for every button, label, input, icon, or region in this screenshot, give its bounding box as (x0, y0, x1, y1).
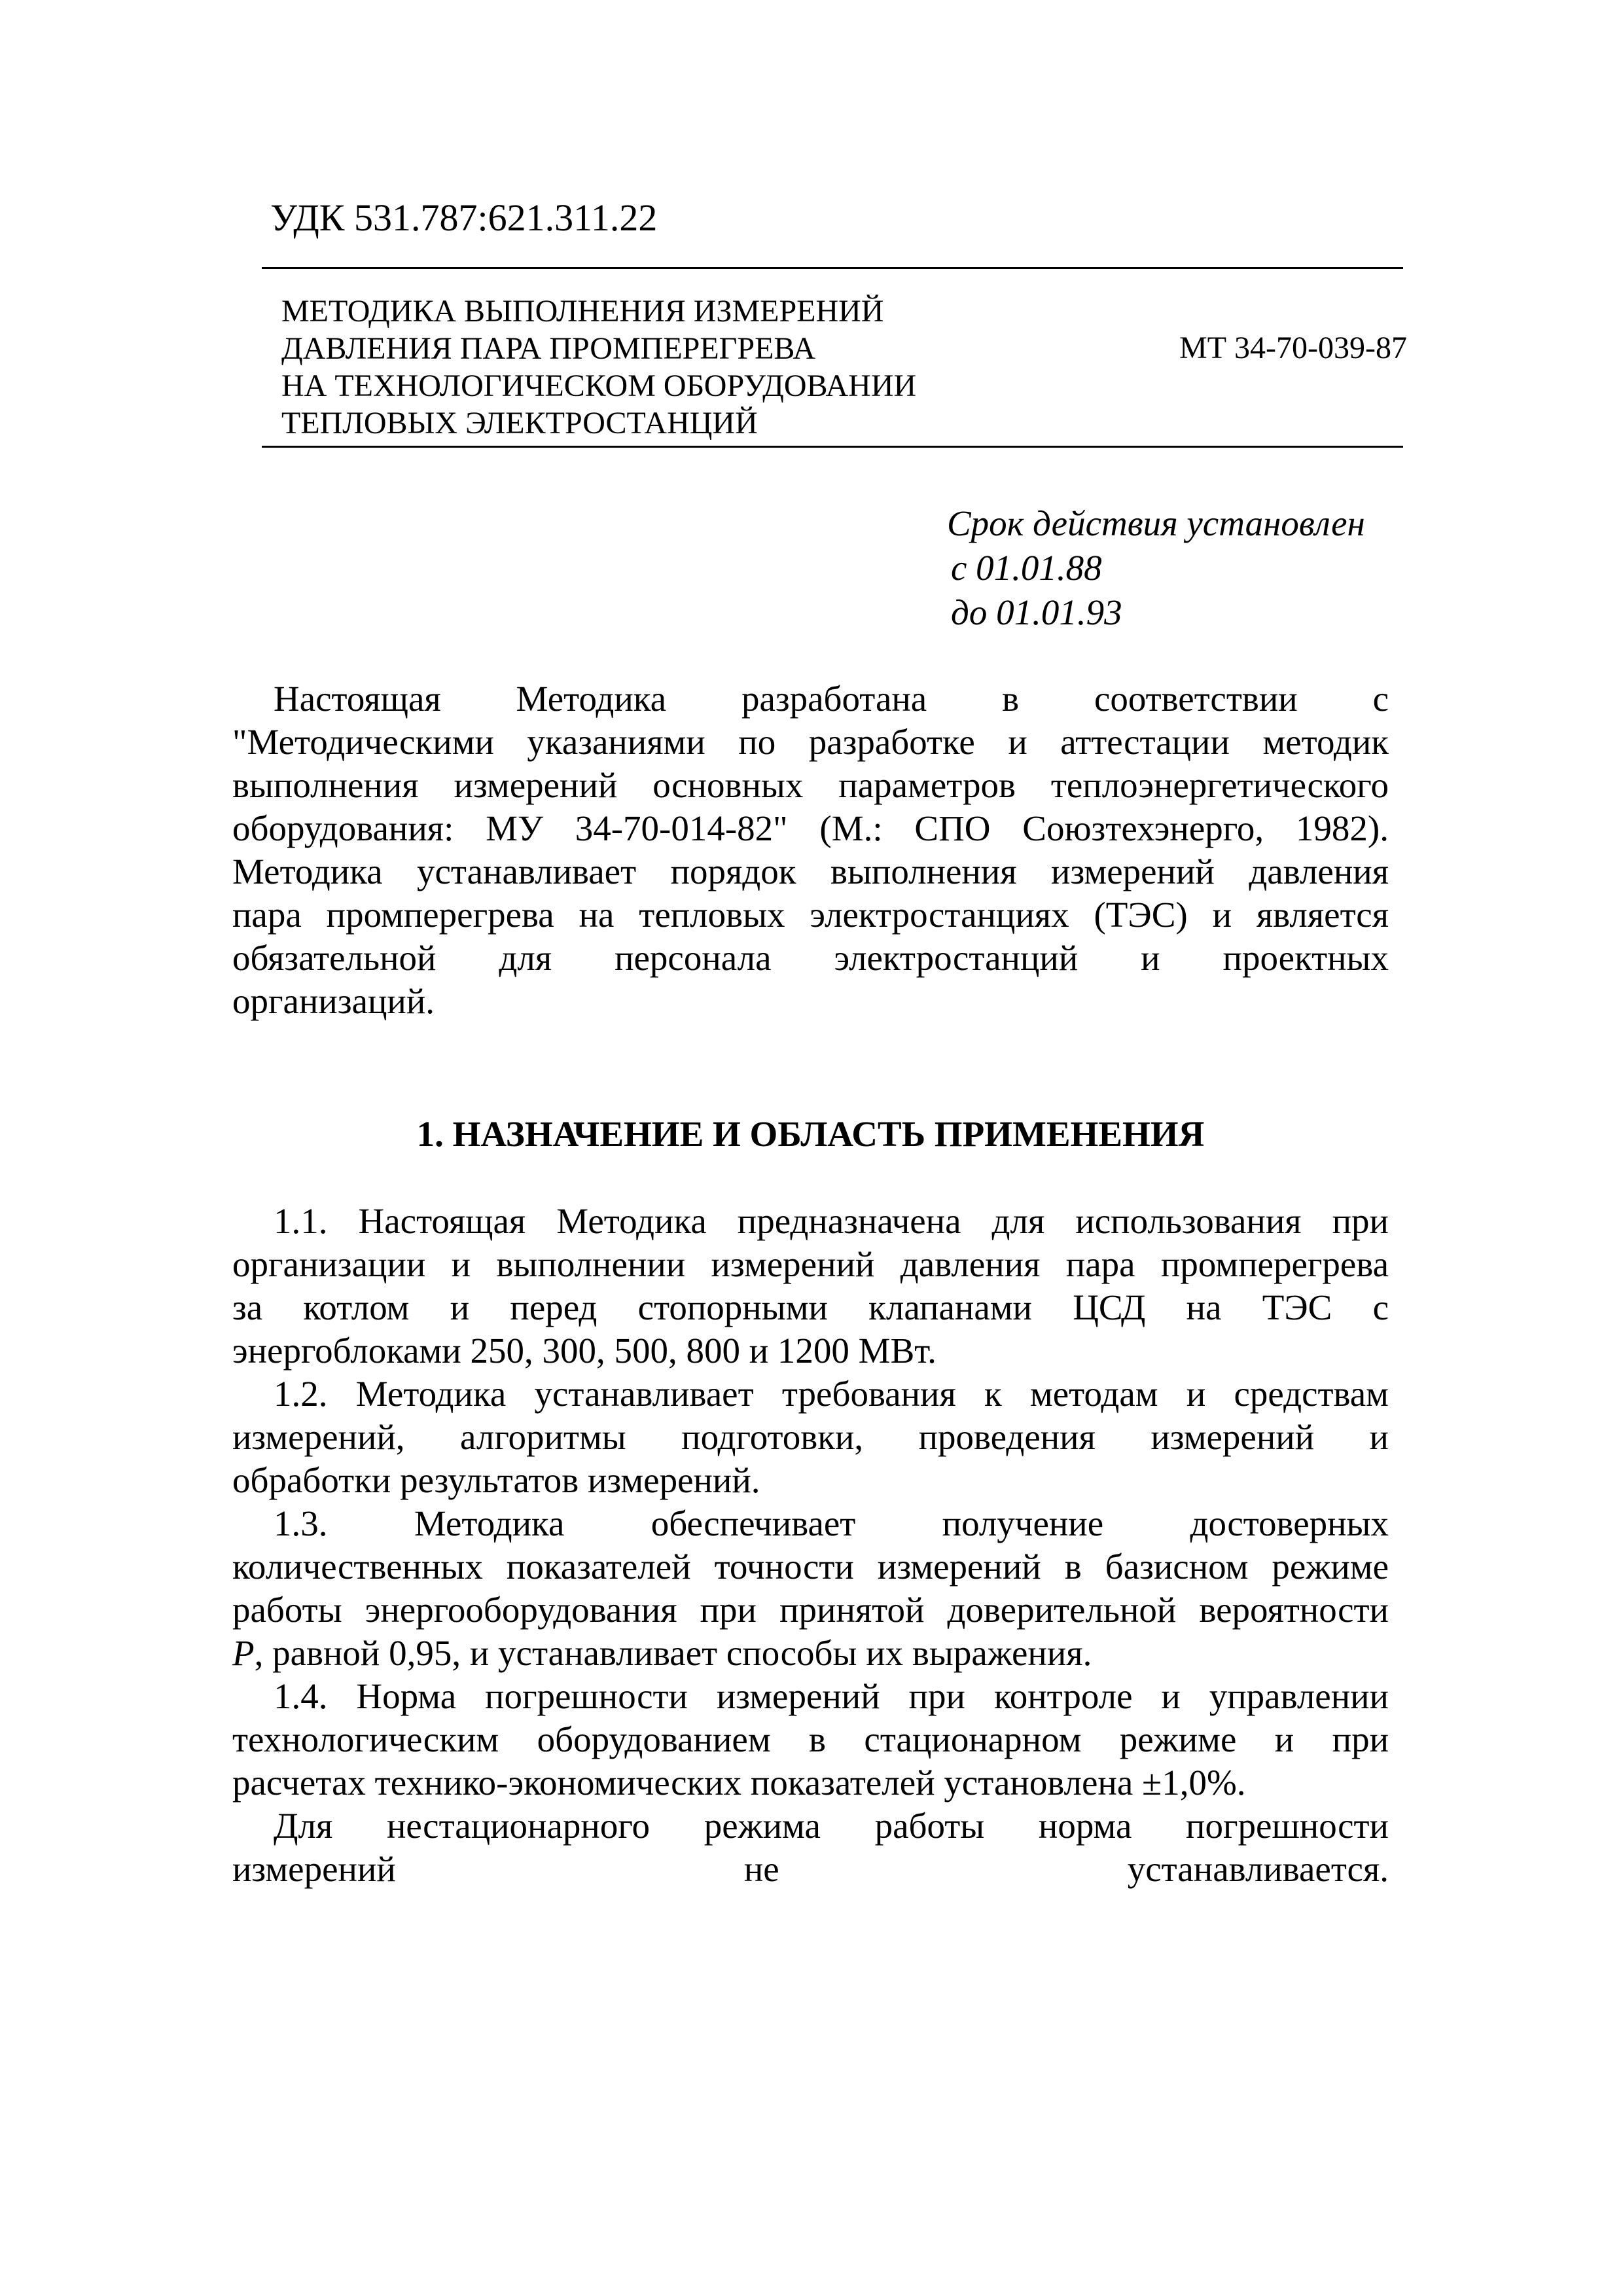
paragraph-line: измерений не устанавливается. (232, 1849, 1389, 1889)
paragraph-line: энергоблоками 250, 300, 500, 800 и 1200 МВт. (232, 1331, 936, 1371)
paragraph-line: 1.4. Норма погрешности измерений при контроле и управлении (274, 1676, 1389, 1716)
document-title-line: ДАВЛЕНИЯ ПАРА ПРОМПЕРЕГРЕВА (281, 331, 816, 366)
paragraph-line: обработки результатов измерений. (232, 1460, 760, 1500)
paragraph-nonstationary (232, 1804, 1389, 1891)
paragraph-1-2 (232, 1372, 1389, 1502)
paragraph-line: расчетах технико-экономических показателей установлена ±1,0%. (232, 1763, 1246, 1803)
paragraph-line: организаций. (232, 981, 435, 1021)
intro-paragraph (232, 677, 1389, 1023)
paragraph-line: организации и выполнении измерений давления пара промперегрева (232, 1244, 1389, 1284)
validity-label: Срок действия установлен (947, 503, 1365, 543)
header-rule-bottom (262, 446, 1403, 448)
paragraph-line: обязательной для персонала электростанций и проектных (232, 938, 1389, 978)
paragraph-line: 1.3. Методика обеспечивает получение достоверных (274, 1503, 1389, 1543)
paragraph-line: 1.1. Настоящая Методика предназначена для использования при (274, 1201, 1389, 1241)
paragraph-line (232, 1632, 1389, 1675)
paragraph-line: 1.2. Методика устанавливает требования к методам и средствам (274, 1374, 1389, 1414)
paragraph-1-3 (232, 1502, 1389, 1675)
paragraph-line: пара промперегрева на тепловых электростанциях (ТЭС) и является (232, 895, 1389, 935)
paragraph-line: "Методическими указаниями по разработке и аттестации методик (232, 722, 1389, 762)
paragraph-line: Для нестационарного режима работы норма погрешности (274, 1806, 1389, 1846)
document-title-line: ТЕПЛОВЫХ ЭЛЕКТРОСТАНЦИЙ (281, 406, 758, 440)
paragraph-line: Настоящая Методика разработана в соответствии с (274, 679, 1389, 719)
paragraph-1-4 (232, 1675, 1389, 1804)
udk-code: УДК 531.787:621.311.22 (270, 196, 658, 239)
paragraph-line: количественных показателей точности измерений в базисном режиме (232, 1547, 1389, 1587)
paragraph-line: работы энергооборудования при принятой доверительной вероятности (232, 1590, 1389, 1630)
variable-p: P (232, 1633, 255, 1673)
document-title (281, 293, 1067, 442)
validity-to: до 01.01.93 (951, 592, 1122, 632)
header-rule-top (262, 267, 1403, 269)
paragraph-line: за котлом и перед стопорными клапанами ЦСД на ТЭС с (232, 1287, 1389, 1327)
document-title-line: НА ТЕХНОЛОГИЧЕСКОМ ОБОРУДОВАНИИ (281, 368, 917, 403)
paragraph-1-1 (232, 1200, 1389, 1372)
paragraph-line: измерений, алгоритмы подготовки, проведения измерений и (232, 1417, 1389, 1457)
paragraph-line: Методика устанавливает порядок выполнения измерений давления (232, 852, 1389, 891)
paragraph-line: технологическим оборудованием в стационарном режиме и при (232, 1719, 1389, 1759)
document-code: МТ 34-70-039-87 (1179, 331, 1407, 365)
paragraph-line: выполнения измерений основных параметров теплоэнергетического (232, 765, 1389, 805)
document-title-line: МЕТОДИКА ВЫПОЛНЕНИЯ ИЗМЕРЕНИЙ (281, 294, 884, 329)
validity-from: с 01.01.88 (951, 548, 1102, 588)
paragraph-line: оборудования: МУ 34-70-014-82" (М.: СПО Союзтехэнерго, 1982). (232, 808, 1389, 848)
section-heading: 1. НАЗНАЧЕНИЕ И ОБЛАСТЬ ПРИМЕНЕНИЯ (416, 1114, 1205, 1154)
validity-period (947, 501, 1365, 635)
paragraph-line-text: , равной 0,95, и устанавливает способы их выражения. (254, 1633, 1092, 1673)
